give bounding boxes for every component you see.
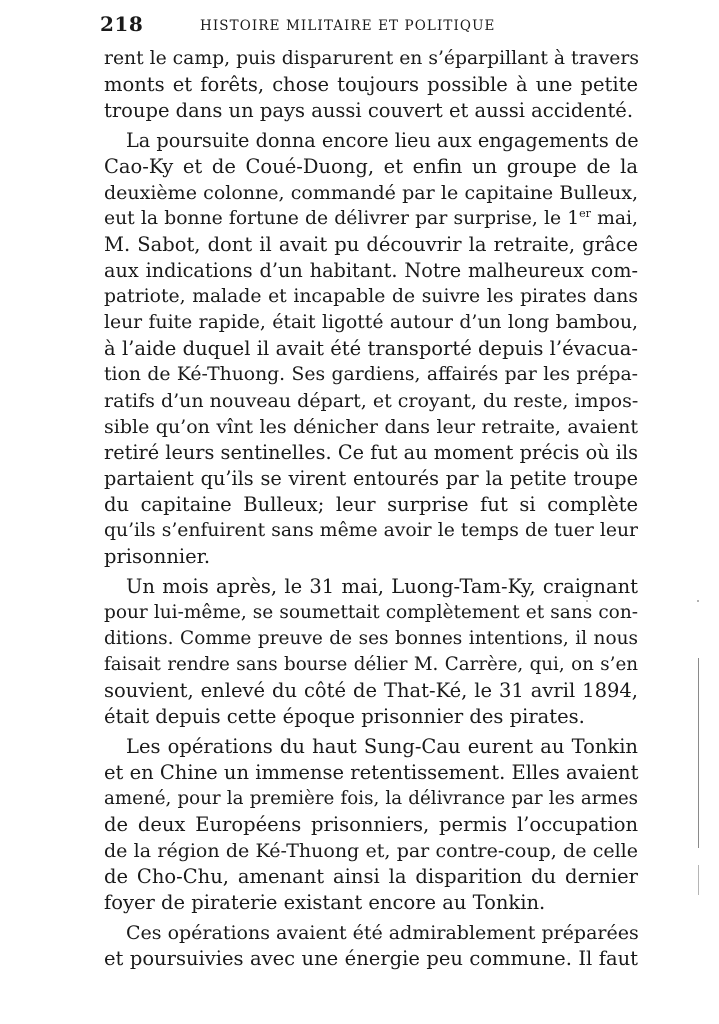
paragraph — [104, 734, 638, 916]
text-line: eut la bonne fortune de délivrer par surprise, le 1er mai, — [104, 206, 638, 229]
text-line: retiré leurs sentinelles. Ce fut au moment précis où ils — [104, 441, 638, 464]
text-line: deuxième colonne, commandé par le capitaine Bulleux, — [104, 182, 638, 204]
text-line: faisait rendre sans bourse délier M. Carrère, qui, on s’en — [104, 654, 638, 675]
text-line: Les opérations du haut Sung-Cau eurent au Tonkin — [126, 735, 638, 758]
paragraph — [104, 574, 638, 730]
text-line: monts et forêts, chose toujours possible à une petite — [104, 73, 638, 96]
text-line: Un mois après, le 31 mai, Luong-Tam-Ky, craignant — [126, 575, 638, 598]
text-line: à l’aide duquel il avait été transporté depuis l’évacua- — [104, 337, 638, 360]
text-line: ditions. Comme preuve de ses bonnes intentions, il nous — [104, 628, 638, 649]
text-line: Ces opérations avaient été admirablement préparées — [126, 922, 639, 944]
text-line: patriote, malade et incapable de suivre les pirates dans — [104, 286, 638, 307]
text-line: prisonnier. — [104, 545, 211, 568]
text-line: La poursuite donna encore lieu aux engagements de — [126, 129, 639, 152]
text-line: partaient qu’ils se virent entourés par la petite troupe — [104, 467, 638, 490]
running-title: HISTOIRE MILITAIRE ET POLITIQUE — [200, 18, 496, 34]
scan-speck — [697, 600, 699, 602]
text-line: foyer de piraterie existant encore au Tonkin. — [104, 891, 546, 914]
text-line: ratifs d’un nouveau départ, et croyant, du reste, impos- — [104, 390, 639, 412]
text-line: amené, pour la première fois, la délivrance par les armes — [104, 788, 638, 809]
margin-rule — [698, 865, 699, 895]
text-line: de la région de Ké-Thuong et, par contre-coup, de celle — [104, 840, 638, 862]
margin-rule — [698, 658, 699, 848]
text-line: souvient, enlevé du côté de That-Ké, le 31 avril 1894, — [104, 679, 638, 702]
scan-speck — [586, 600, 588, 602]
paragraph — [104, 920, 638, 972]
text-line: de Cho-Chu, amenant ainsi la disparition du dernier — [104, 865, 638, 888]
text-line: sible qu’on vînt les dénicher dans leur retraite, avaient — [104, 416, 638, 438]
text-line: et en Chine un immense retentissement. Elles avaient — [104, 761, 639, 784]
paragraph — [104, 46, 638, 124]
text-line: rent le camp, puis disparurent en s’éparpillant à travers — [104, 48, 639, 69]
text-line: pour lui-même, se soumettait complètement et sans con- — [104, 602, 638, 623]
text-line: M. Sabot, dont il avait pu découvrir la retraite, grâce — [104, 233, 638, 256]
text-line: qu’ils s’enfuirent sans même avoir le temps de tuer leur — [104, 520, 638, 541]
text-line: aux indications d’un habitant. Notre malheureux com- — [104, 259, 638, 282]
text-line: Cao-Ky et de Coué-Duong, et enfin un groupe de la — [104, 155, 638, 178]
text-line: et poursuivies avec une énergie peu commune. Il faut — [104, 947, 638, 970]
text-line: troupe dans un pays aussi couvert et aussi accidenté. — [104, 99, 634, 122]
text-line: de deux Européens prisonniers, permis l’occupation — [104, 813, 638, 836]
text-line: tion de Ké-Thuong. Ses gardiens, affairés par les prépa- — [104, 364, 638, 385]
text-line: était depuis cette époque prisonnier des pirates. — [104, 705, 585, 728]
body-text — [104, 46, 638, 972]
paragraph — [104, 128, 638, 570]
page-number: 218 — [100, 12, 144, 36]
page-header — [100, 12, 640, 40]
text-line: du capitaine Bulleux; leur surprise fut si complète — [104, 493, 638, 516]
text-line: leur fuite rapide, était ligotté autour d’un long bambou, — [104, 312, 638, 333]
